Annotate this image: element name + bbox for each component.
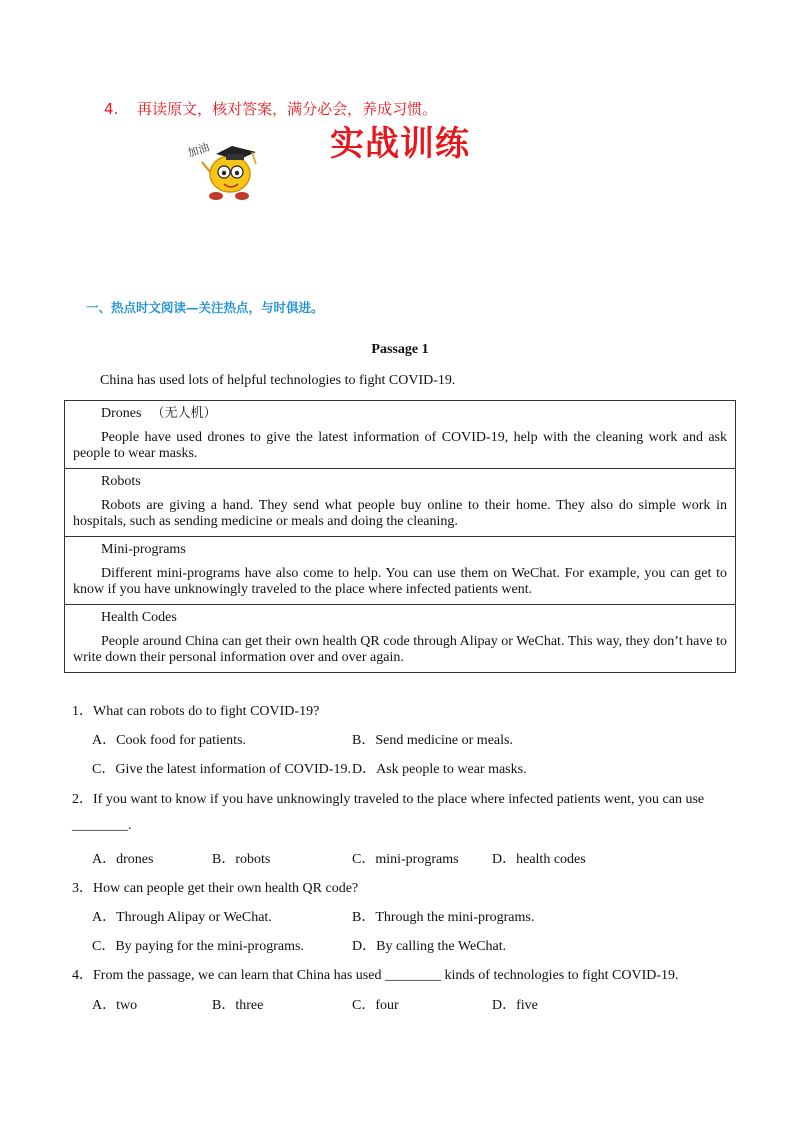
question-1-option-a[interactable]: A．Cook food for patients. <box>92 733 246 748</box>
question-4-stem: 4．From the passage, we can learn that China has used ________ kinds of technologies to fight COVID-19. <box>72 968 679 983</box>
question-2-blank: ________. <box>72 818 132 833</box>
section-title: 一、热点时文阅读—关注热点，与时俱进。 <box>86 300 324 315</box>
question-3-stem: 3．How can people get their own health QR code? <box>72 881 359 896</box>
question-4-option-a[interactable]: A．two <box>92 998 138 1013</box>
mascot-text: 加油 <box>186 140 211 160</box>
passage-item-health-codes <box>65 605 735 672</box>
item-heading: Health Codes <box>101 610 177 625</box>
question-2-stem: 2．If you want to know if you have unknowingly traveled to the place where infected patients went, you can use <box>72 792 705 807</box>
question-4-option-b[interactable]: B．three <box>212 998 264 1013</box>
question-4-option-c[interactable]: C．four <box>352 998 399 1013</box>
item-heading-zh: （无人机） <box>151 406 217 421</box>
question-3-option-a[interactable]: A．Through Alipay or WeChat. <box>92 910 272 925</box>
passage-title: Passage 1 <box>371 342 429 357</box>
mascot-logo <box>186 132 274 204</box>
passage-table <box>64 400 736 673</box>
question-3-option-c[interactable]: C．By paying for the mini-programs. <box>92 939 304 954</box>
item-heading: Drones <box>101 406 142 421</box>
question-1-option-d[interactable]: D．Ask people to wear masks. <box>352 762 527 777</box>
tip-number: 4. <box>104 100 119 118</box>
passage-item-mini-programs <box>65 537 735 605</box>
question-1-stem: 1．What can robots do to fight COVID-19? <box>72 704 320 719</box>
item-heading: Mini-programs <box>101 542 186 557</box>
passage-item-drones <box>65 401 735 469</box>
tip-text: 再读原文，核对答案，满分必会，养成习惯。 <box>137 100 438 118</box>
passage-item-robots <box>65 469 735 537</box>
question-3-option-b[interactable]: B．Through the mini-programs. <box>352 910 535 925</box>
item-body: People have used drones to give the latest information of COVID-19, help with the cleaning work and ask people to wear masks. <box>73 430 727 461</box>
question-1-option-c[interactable]: C．Give the latest information of COVID-19. <box>92 762 351 777</box>
question-4-option-d[interactable]: D．five <box>492 998 538 1013</box>
question-2-option-a[interactable]: A．drones <box>92 852 154 867</box>
item-body: People around China can get their own health QR code through Alipay or WeChat. This way, they don’t have to write down their personal information over and over again. <box>73 634 727 665</box>
passage-intro: China has used lots of helpful technologies to fight COVID-19. <box>100 373 456 388</box>
item-body: Robots are giving a hand. They send what people buy online to their home. They also do simple work in hospitals, such as sending medicine or meals and doing the cleaning. <box>73 498 727 529</box>
question-3-option-d[interactable]: D．By calling the WeChat. <box>352 939 507 954</box>
question-2-option-d[interactable]: D．health codes <box>492 852 586 867</box>
item-heading: Robots <box>101 474 141 489</box>
question-2-option-c[interactable]: C．mini-programs <box>352 852 459 867</box>
question-2-option-b[interactable]: B．robots <box>212 852 271 867</box>
item-body: Different mini-programs have also come to help. You can use them on WeChat. For example, you can get to know if you have unknowingly traveled to the place where infected patients went. <box>73 566 727 597</box>
page-title: 实战训练 <box>330 124 470 164</box>
question-1-option-b[interactable]: B．Send medicine or meals. <box>352 733 513 748</box>
